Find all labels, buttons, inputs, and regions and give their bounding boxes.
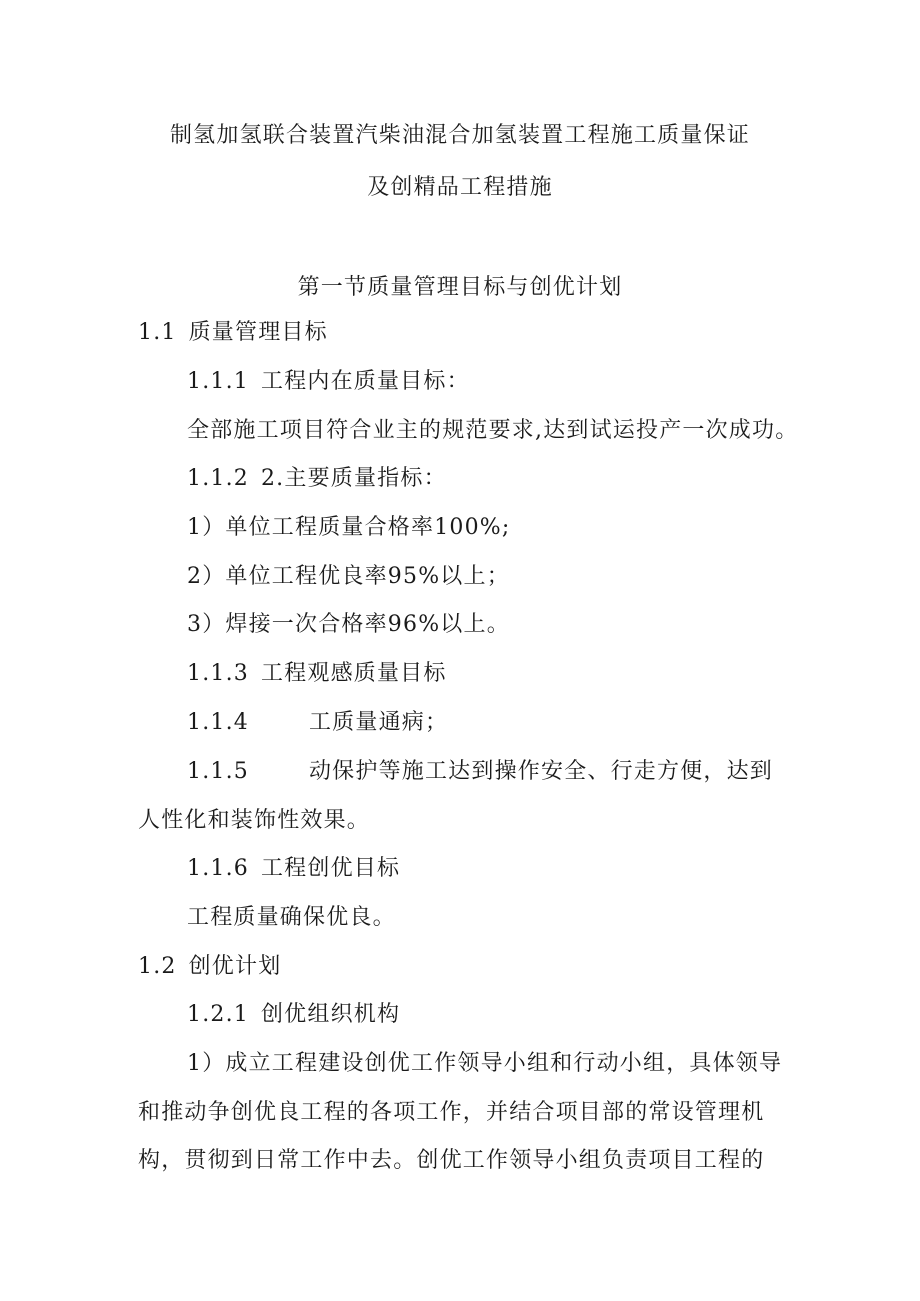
heading-number: 1.1.4: [187, 710, 249, 735]
heading-text: 工程观感质量目标: [260, 661, 447, 686]
heading-text: 创优计划: [188, 954, 282, 979]
heading-text: 2.主要质量指标：: [260, 466, 447, 491]
heading-text: 工质量通病；: [308, 710, 449, 735]
heading-1-2: [138, 952, 281, 982]
heading-1-1-4: [187, 708, 448, 738]
heading-text: 动保护等施工达到操作安全、行走方便，达到: [308, 759, 773, 784]
heading-number: 1.1.2: [187, 466, 249, 491]
heading-text: 质量管理目标: [188, 320, 328, 345]
paragraph-line: 人性化和装饰性效果。: [138, 808, 371, 833]
heading-text: 创优组织机构: [260, 1002, 401, 1027]
heading-text: 工程内在质量目标：: [260, 369, 470, 394]
heading-1-1: [138, 318, 328, 348]
heading-1-1-2: [187, 464, 447, 494]
heading-1-1-3: [187, 659, 447, 689]
paragraph-line: 全部施工项目符合业主的规范要求,达到试运投产一次成功。: [187, 418, 799, 443]
heading-number: 1.2: [138, 954, 177, 979]
heading-number: 1.1: [138, 320, 177, 345]
heading-1-1-6: [187, 854, 400, 884]
list-item: 3）焊接一次合格率96%以上。: [187, 612, 510, 637]
section-heading: 第一节质量管理目标与创优计划: [297, 275, 623, 300]
paragraph-line: 1）成立工程建设创优工作领导小组和行动小组，具体领导: [187, 1051, 783, 1076]
heading-text: 工程创优目标: [260, 856, 401, 881]
heading-number: 1.1.1: [187, 369, 249, 394]
heading-number: 1.1.6: [187, 856, 249, 881]
document-title-line-2: 及创精品工程措施: [367, 175, 553, 200]
document-title-line-1: 制氢加氢联合装置汽柴油混合加氢装置工程施工质量保证: [169, 123, 750, 148]
paragraph-line: 构，贯彻到日常工作中去。创优工作领导小组负责项目工程的: [138, 1148, 765, 1173]
heading-number: 1.2.1: [187, 1002, 249, 1027]
paragraph-line: 工程质量确保优良。: [187, 905, 396, 930]
heading-1-1-1: [187, 367, 470, 397]
heading-number: 1.1.5: [187, 759, 249, 784]
list-item: 1）单位工程质量合格率100%;: [187, 515, 511, 540]
heading-1-1-5: [187, 757, 773, 787]
heading-1-2-1: [187, 1000, 400, 1030]
heading-number: 1.1.3: [187, 661, 249, 686]
paragraph-line: 和推动争创优良工程的各项工作，并结合项目部的常设管理机: [138, 1100, 765, 1125]
list-item: 2）单位工程优良率95%以上；: [187, 564, 510, 589]
